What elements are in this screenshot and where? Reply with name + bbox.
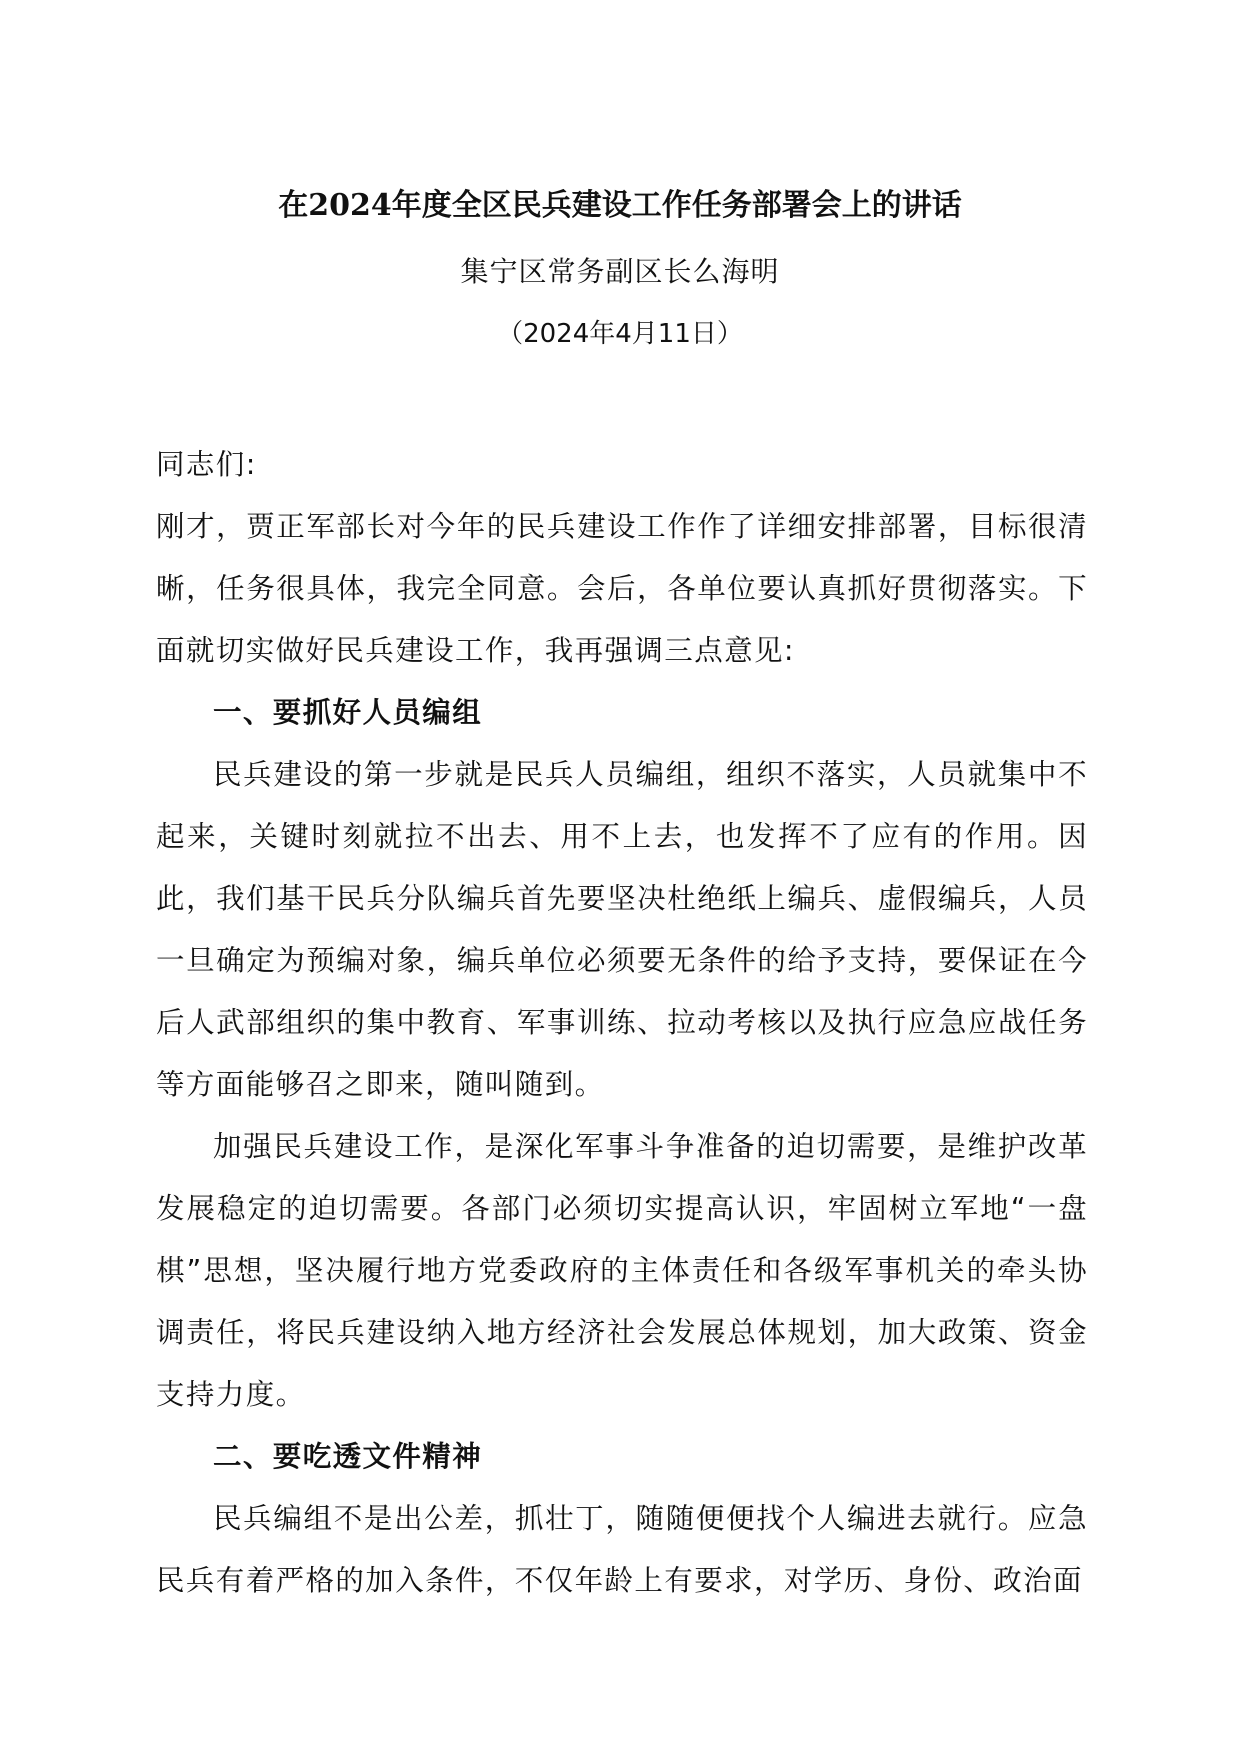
section2-paragraph-1: 民兵编组不是出公差，抓壮丁，随随便便找个人编进去就行。应急民兵有着严格的加入条件，不仅年龄上有要求，对学历、身份、政治面 — [156, 1502, 1088, 1597]
document-date: （2024年4月11日） — [497, 319, 743, 349]
document-body — [156, 434, 1088, 1612]
document-title: 在2024年度全区民兵建设工作任务部署会上的讲话 — [278, 188, 962, 223]
section1-paragraph-1: 民兵建设的第一步就是民兵人员编组，组织不落实，人员就集中不起来，关键时刻就拉不出去、用不上去，也发挥不了应有的作用。因此，我们基干民兵分队编兵首先要坚决杜绝纸上编兵、虚假编兵，人员一旦确定为预编对象，编兵单位必须要无条件的给予支持，要保证在今后人武部组织的集中教育、军事训练、拉动考核以及执行应急应战任务等方面能够召之即来，随叫随到。 — [156, 758, 1088, 1101]
section1-paragraph-2: 加强民兵建设工作，是深化军事斗争准备的迫切需要，是维护改革发展稳定的迫切需要。各部门必须切实提高认识，牢固树立军地“一盘棋”思想，坚决履行地方党委政府的主体责任和各级军事机关的牵头协调责任，将民兵建设纳入地方经济社会发展总体规划，加大政策、资金支持力度。 — [156, 1130, 1088, 1411]
salutation: 同志们: — [156, 448, 257, 481]
document-author: 集宁区常务副区长么海明 — [460, 255, 780, 288]
intro-paragraph: 刚才，贾正军部长对今年的民兵建设工作作了详细安排部署，目标很清晰，任务很具体，我完全同意。会后，各单位要认真抓好贯彻落实。下面就切实做好民兵建设工作，我再强调三点意见: — [156, 510, 1088, 667]
section-heading-2: 二、要吃透文件精神 — [213, 1440, 483, 1473]
section-heading-1: 一、要抓好人员编组 — [213, 696, 483, 729]
